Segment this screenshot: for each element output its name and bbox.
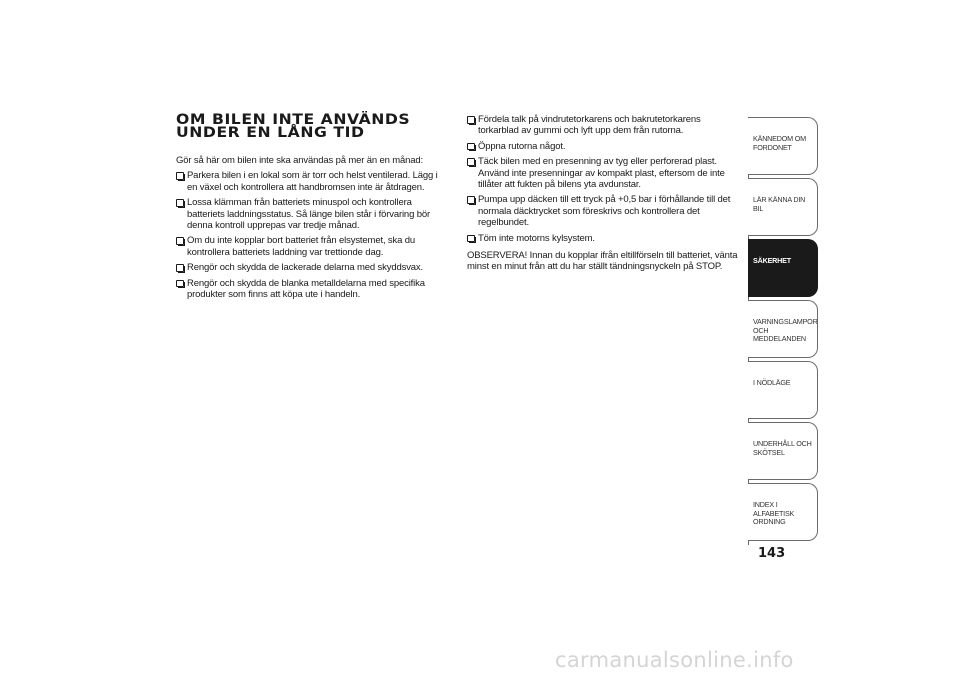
checkbox-bullet-icon [467, 235, 475, 243]
tab-varningslampor[interactable]: VARNINGSLAMPOR OCH MEDDELANDEN [748, 300, 818, 358]
page-number: 143 [758, 546, 786, 561]
checkbox-bullet-icon [176, 199, 184, 207]
warning-note: OBSERVERA! Innan du kopplar ifrån eltillförseln till batteriet, vänta minst en minut från att du har ställt tändningsnyckeln på STOP. [467, 250, 738, 273]
checkbox-bullet-icon [467, 196, 475, 204]
list-item: Parkera bilen i en lokal som är torr och helst ventilerad. Lägg i en växel och kontrollera att handbromsen inte är åtdragen. [176, 170, 448, 193]
tab-lar-kanna-din-bil[interactable]: LÄR KÄNNA DIN BIL [748, 178, 818, 236]
tab-underhall-och-skotsel[interactable]: UNDERHÅLL OCH SKÖTSEL [748, 422, 818, 480]
right-checklist [467, 114, 743, 244]
checkbox-bullet-icon [467, 158, 475, 166]
left-column [176, 155, 448, 304]
list-item: Öppna rutorna något. [467, 141, 743, 152]
tab-i-nodlage[interactable]: I NÖDLÄGE [748, 361, 818, 419]
list-item: Rengör och skydda de blanka metalldelarna med specifika produkter som finns att köpa ute i handeln. [176, 278, 448, 301]
checkbox-bullet-icon [176, 172, 184, 180]
tab-index[interactable]: INDEX I ALFABETISK ORDNING [748, 483, 818, 541]
section-heading [176, 114, 457, 140]
list-item: Täck bilen med en presenning av tyg eller perforerad plast. Använd inte presenningar av kompakt plast, eftersom de inte tillåter att fukten på bilens yta avdunstar. [467, 156, 743, 190]
checkbox-bullet-icon [467, 116, 475, 124]
left-checklist [176, 170, 448, 300]
tab-kannedom-om-fordonet[interactable]: KÄNNEDOM OM FORDONET [748, 117, 818, 175]
list-item: Om du inte kopplar bort batteriet från elsystemet, ska du kontrollera batteriets laddning var trettionde dag. [176, 235, 448, 258]
checkbox-bullet-icon [467, 143, 475, 151]
list-item: Pumpa upp däcken till ett tryck på +0,5 bar i förhållande till det normala däcktrycket som föreskrivs och kontrollera det regelbundet. [467, 194, 743, 228]
checkbox-bullet-icon [176, 280, 184, 288]
intro-text: Gör så här om bilen inte ska användas på mer än en månad: [176, 155, 424, 166]
tab-sakerhet[interactable]: SÄKERHET [748, 239, 818, 297]
watermark: carmanualsonline.info [555, 648, 794, 672]
list-item: Rengör och skydda de lackerade delarna med skyddsvax. [176, 262, 448, 273]
checkbox-bullet-icon [176, 237, 184, 245]
heading-line-1: OM BILEN INTE ANVÄNDS [176, 112, 411, 128]
list-item: Lossa klämman från batteriets minuspol och kontrollera batteriets laddningsstatus. Så länge bilen står i förvaring bör denna kontroll upprepas var tredje månad. [176, 197, 448, 231]
list-item: Töm inte motorns kylsystem. [467, 233, 743, 244]
right-column [467, 114, 743, 277]
checkbox-bullet-icon [176, 264, 184, 272]
list-item: Fördela talk på vindrutetorkarens och bakrutetorkarens torkarblad av gummi och lyft upp dem från rutorna. [467, 114, 743, 137]
heading-line-2: UNDER EN LÅNG TID [176, 125, 365, 141]
